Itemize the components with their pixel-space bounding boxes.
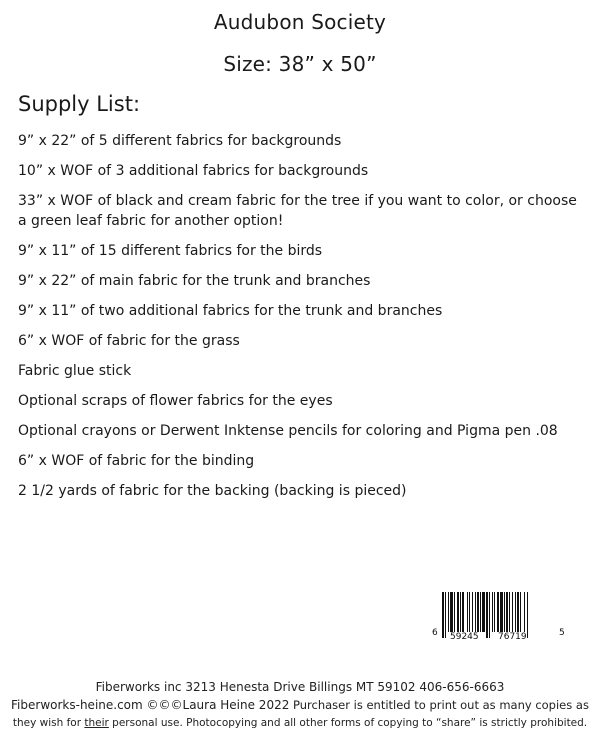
barcode-bar [469,592,470,632]
supply-item: 9” x 11” of two additional fabrics for the trunk and branches [18,303,443,319]
footer-usage-a: they wish for [12,717,85,729]
barcode-bar [489,592,490,638]
footer-purchaser-text: Purchaser is entitled to print out as many copies as [289,698,589,712]
barcode-bar [509,592,510,632]
supply-item: 6” x WOF of fabric for the binding [18,453,255,469]
barcode-bar [457,592,459,632]
barcode-bar [480,592,481,632]
footer-site-copyright: Fiberworks-heine.com ©©©Laura Heine 2022 [11,698,290,712]
barcode-digits-left: 59245 [450,632,479,642]
supply-item: Optional scraps of flower fabrics for the eyes [18,393,333,409]
barcode-bar [504,592,505,632]
barcode-bar [482,592,485,632]
supply-item: 9” x 22” of main fabric for the trunk and branches [18,273,371,289]
barcode-bar [477,592,479,632]
barcode-bar [442,592,444,638]
barcode-bar [460,592,461,632]
supply-item: Optional crayons or Derwent Inktense pencils for coloring and Pigma pen .08 [18,423,558,439]
quilt-size: Size: 38” x 50” [223,52,377,76]
barcode-digit-check: 5 [559,628,565,638]
barcode-bar [472,592,473,632]
barcode-bars [428,590,568,652]
supply-item: 9” x 22” of 5 different fabrics for backgrounds [18,133,342,149]
barcode-bar [497,592,499,632]
barcode-bar [524,592,525,632]
upc-barcode [428,590,568,662]
supply-item: Fabric glue stick [18,363,132,379]
footer-copyright-line [0,698,600,712]
barcode-bar [454,592,455,632]
barcode-bar [512,592,513,632]
barcode-bar [500,592,503,632]
barcode-bar [515,592,516,632]
footer-usage-their: their [84,717,109,729]
footer-address: Fiberworks inc 3213 Henesta Drive Billings MT 59102 406-656-6663 [95,680,505,694]
barcode-bar [448,592,449,632]
supply-item: 2 1/2 yards of fabric for the backing (backing is pieced) [18,483,407,499]
supply-item: 9” x 11” of 15 different fabrics for the birds [18,243,323,259]
barcode-bar [527,592,528,638]
supply-list-heading: Supply List: [18,92,141,116]
barcode-bar [475,592,476,632]
footer-usage-b: personal use. Photocopying and all other forms of copying to “share” is strictly prohibited. [108,717,588,729]
barcode-digits-right: 76719 [498,632,527,642]
barcode-bar [494,592,495,632]
supply-list [18,131,588,511]
supply-item: 33” x WOF of black and cream fabric for the tree if you want to color, or choose a green leaf fabric for another option! [18,193,577,229]
barcode-bar [520,592,521,632]
barcode-bar [445,592,446,638]
barcode-bar [492,592,493,632]
pattern-title: Audubon Society [213,10,387,34]
supply-item: 6” x WOF of fabric for the grass [18,333,240,349]
barcode-bar [506,592,508,632]
barcode-bar [486,592,488,638]
barcode-bar [467,592,468,632]
barcode-bar [462,592,464,632]
footer-usage-line [0,717,600,729]
barcode-bar [517,592,519,632]
barcode-digit-lead: 6 [432,628,438,638]
barcode-bar [450,592,453,632]
supply-item: 10” x WOF of 3 additional fabrics for backgrounds [18,163,369,179]
